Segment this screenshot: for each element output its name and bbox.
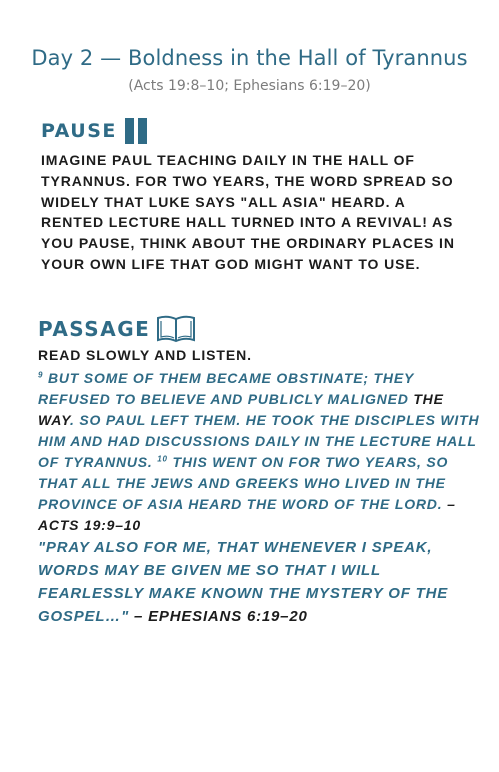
the-way-phrase: THE WAY: [38, 391, 444, 428]
passage-section-heading: [38, 314, 196, 344]
pause-heading-label: PAUSE: [41, 120, 117, 142]
verse-text: BUT SOME OF THEM BECAME OBSTINATE; THEY REFUSED TO BELIEVE AND PUBLICLY MALIGNED: [38, 370, 414, 407]
ephesians-quote: "PRAY ALSO FOR ME, THAT WHENEVER I SPEAK, WORDS MAY BE GIVEN ME SO THAT I WILL FEARLESSLY MAKE KNOWN THE MYSTERY OF THE GOSPEL…": [38, 539, 449, 625]
verse-text: . SO PAUL LEFT THEM. HE TOOK THE DISCIPLES WITH HIM AND HAD DISCUSSIONS DAILY IN THE LECTURE HALL OF TYRANNUS.: [38, 412, 480, 470]
pause-icon: [125, 118, 147, 144]
passage-heading-label: PASSAGE: [38, 317, 151, 341]
acts-reference: – ACTS 19:9–10: [38, 496, 456, 533]
ephesians-reference: – EPHESIANS 6:19–20: [129, 608, 308, 625]
pause-body-text: IMAGINE PAUL TEACHING DAILY IN THE HALL OF TYRANNUS. FOR TWO YEARS, THE WORD SPREAD SO WIDELY THAT LUKE SAYS "ALL ASIA" HEARD. A RENTED LECTURE HALL TURNED INTO A REVIVAL! AS YOU PAUSE, THINK ABOUT THE ORDINARY PLACES IN YOUR OWN LIFE THAT GOD MIGHT WANT TO USE.: [41, 152, 455, 272]
scripture-reference-subtitle: (Acts 19:8–10; Ephesians 6:19–20): [128, 78, 371, 94]
passage-intro: READ SLOWLY AND LISTEN.: [38, 347, 252, 363]
verse-number: 9: [38, 370, 44, 380]
verse-text: THIS WENT ON FOR TWO YEARS, SO THAT ALL THE JEWS AND GREEKS WHO LIVED IN THE PROVINCE OF ASIA HEARD THE WORD OF THE LORD.: [38, 454, 449, 512]
pause-section-heading: [41, 118, 147, 144]
acts-passage: [38, 368, 480, 536]
ephesians-passage: [38, 536, 480, 628]
page-title: Day 2 — Boldness in the Hall of Tyrannus: [31, 46, 468, 70]
verse-number: 10: [157, 454, 168, 464]
open-book-icon: [156, 314, 196, 344]
